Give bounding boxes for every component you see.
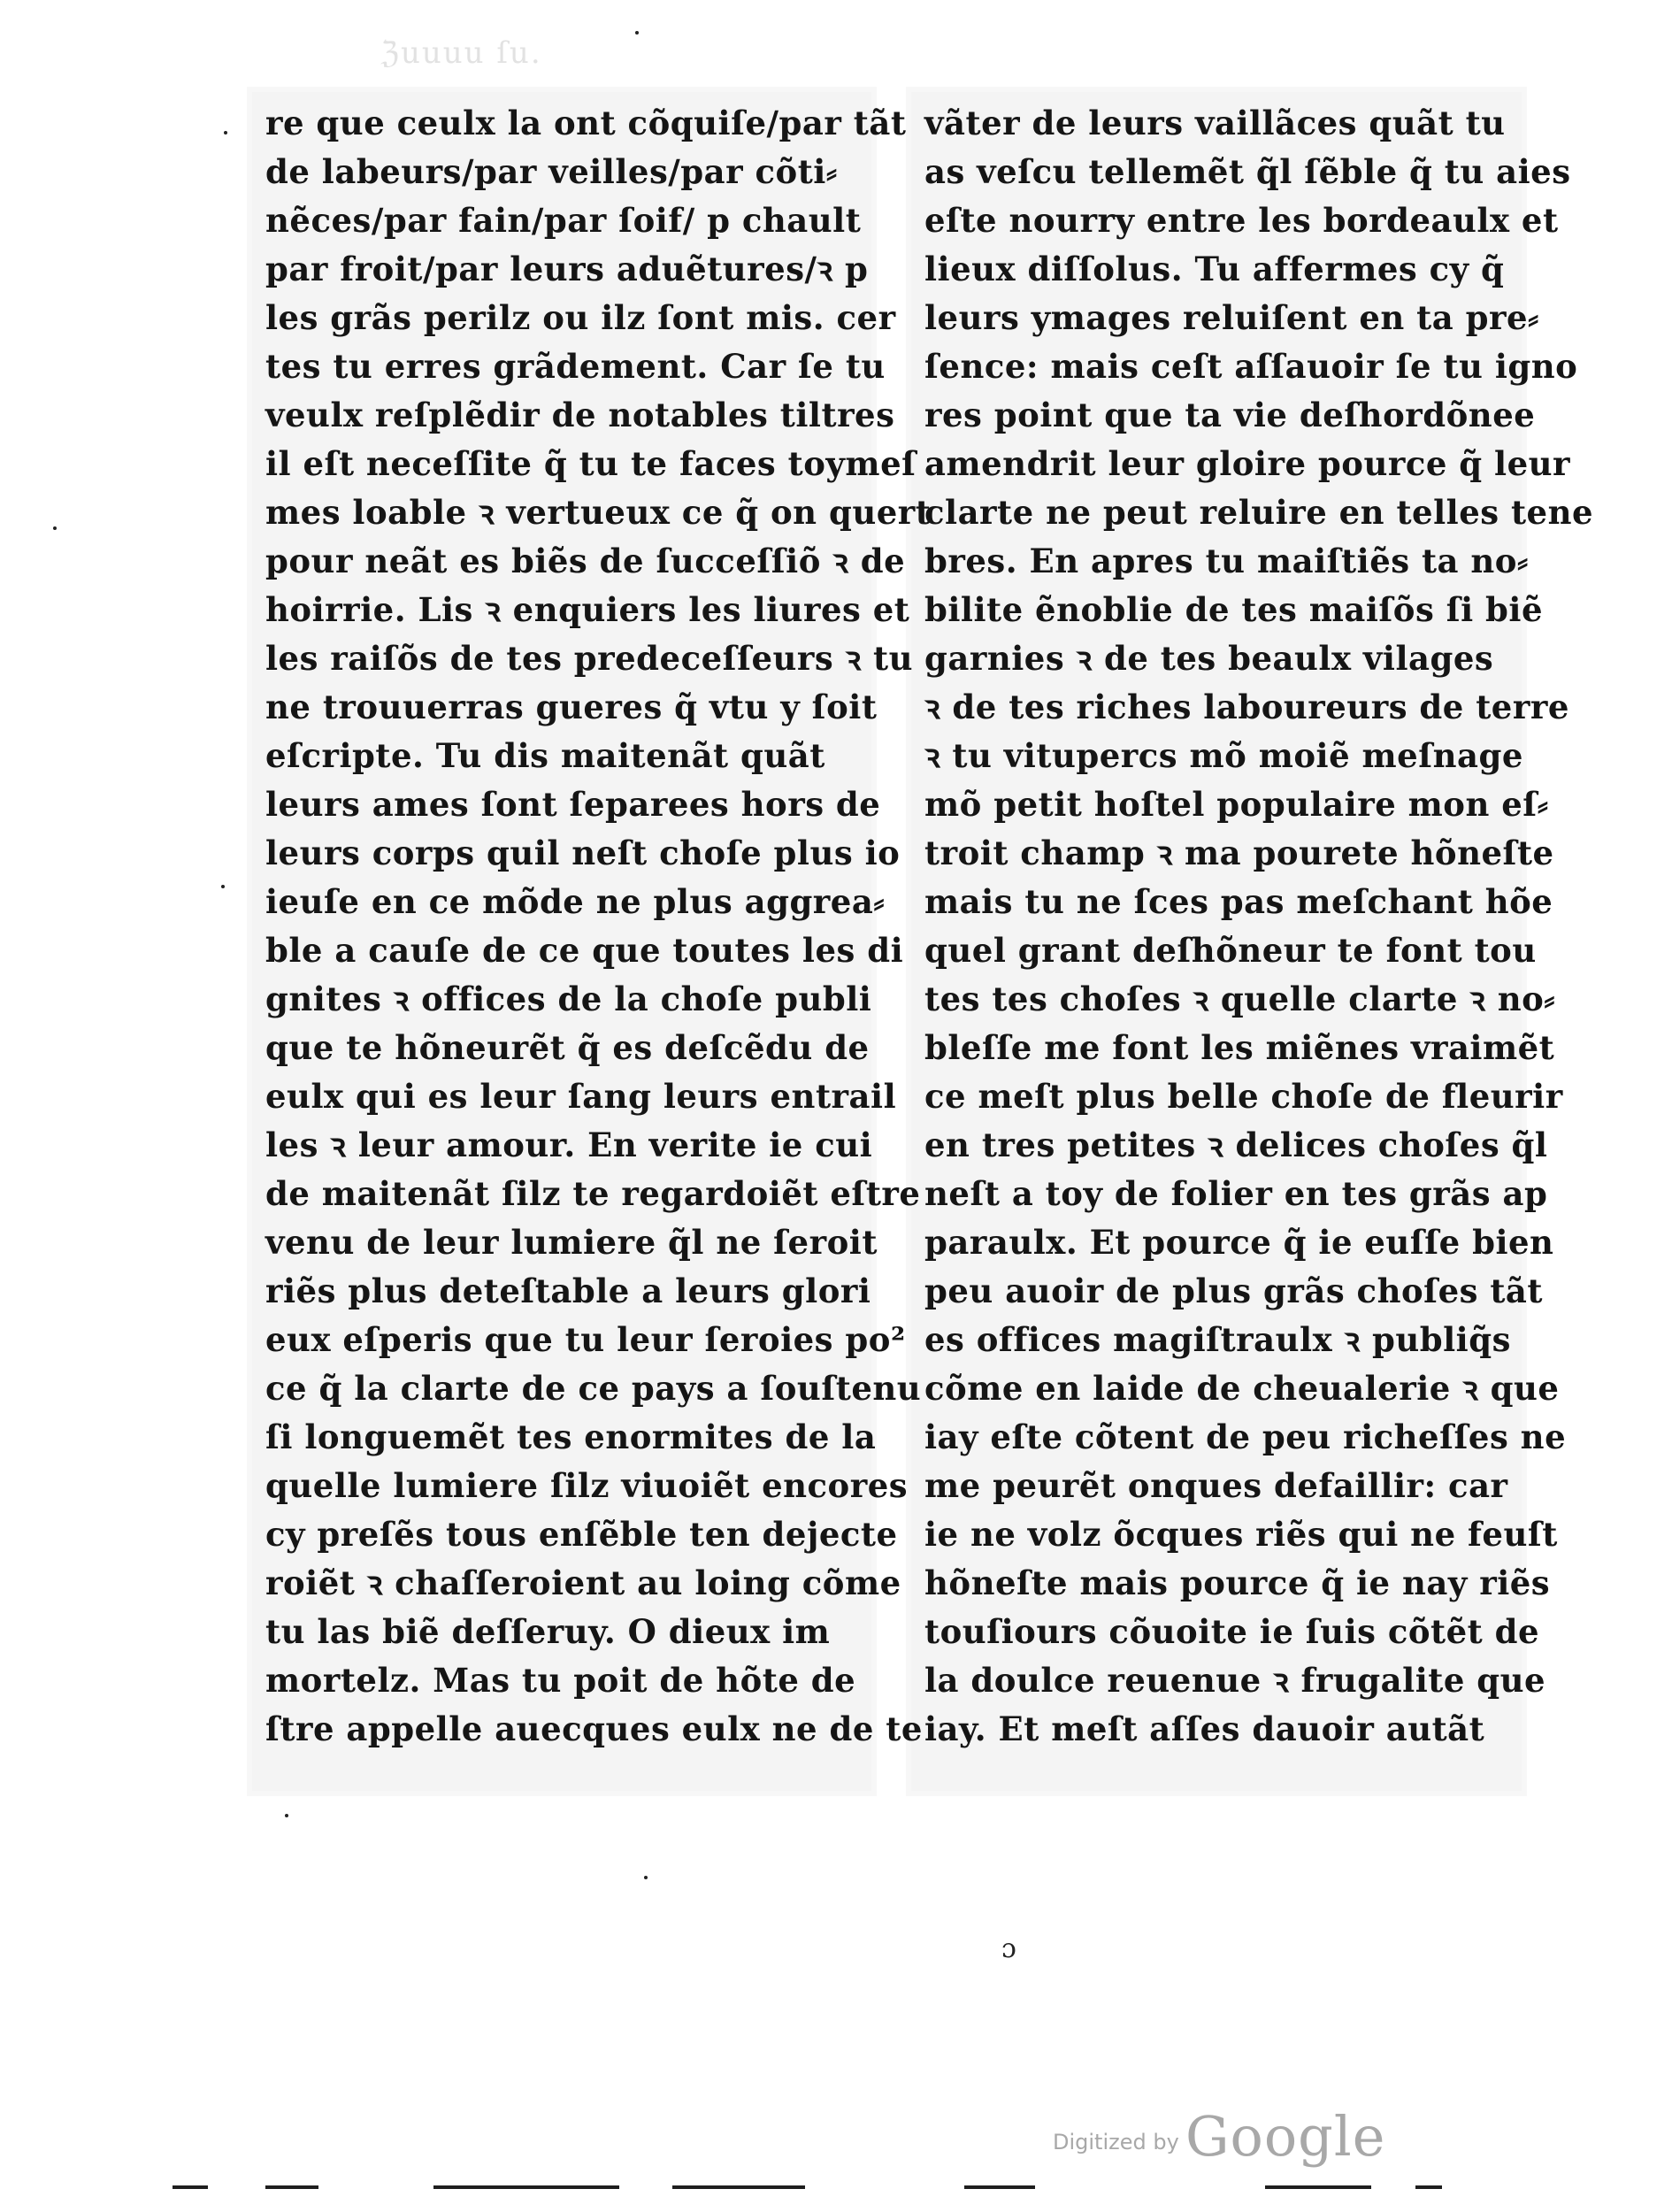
text-line: tes tu erres grãdement. Car ſe tu	[265, 347, 886, 386]
text-line: lieux diſſolus. Tu affermes cy q̃	[924, 250, 1505, 288]
text-line: ſi longuemẽt tes enormites de la	[265, 1417, 877, 1456]
text-line: ſtre appelle auecques eulx ne de te	[265, 1709, 923, 1748]
scan-speck	[635, 31, 639, 35]
text-line: quel grant deſhõneur te font tou	[924, 931, 1537, 970]
text-line: ſence: mais ceſt aſſauoir ſe tu igno	[924, 347, 1578, 386]
text-line: cy preſẽs tous enſẽble ten dejecte	[265, 1515, 898, 1554]
text-line: bilite ẽnoblie de tes maiſõs ſi biẽ	[924, 590, 1544, 629]
text-line: leurs ames ſont ſeparees hors de	[265, 785, 881, 824]
text-line: les grãs perilz ou ilz ſont mis. cer	[265, 298, 896, 337]
text-line: amendrit leur gloire pource q̃ leur	[924, 444, 1571, 483]
text-line: ꝛ de tes riches laboureurs de terre	[924, 687, 1569, 726]
text-line: roiẽt ꝛ chaſſeroient au loing cõme	[265, 1563, 901, 1602]
text-line: tes tes choſes ꝛ quelle clarte ꝛ no⸗	[924, 979, 1556, 1018]
text-line: ce meſt plus belle choſe de fleurir	[924, 1077, 1563, 1116]
text-line: de maitenãt ſilz te regardoiẽt eſtre	[265, 1174, 921, 1213]
text-line: gnites ꝛ offices de la choſe publi	[265, 979, 872, 1018]
text-line: veulx reſplẽdir de notables tiltres	[265, 396, 895, 434]
scan-speck	[224, 131, 227, 134]
text-line: bres. En apres tu maiſtiẽs ta no⸗	[924, 541, 1529, 580]
text-line: troit champ ꝛ ma pourete hõneſte	[924, 833, 1554, 872]
text-line: les ꝛ leur amour. En verite ie cui	[265, 1125, 873, 1164]
text-line: ce q̃ la clarte de ce pays a ſouſtenu	[265, 1369, 922, 1408]
scan-speck	[221, 885, 225, 888]
bleed-through-text: ℨuuuu ſu.	[380, 35, 542, 71]
scan-edge-mark	[1415, 2185, 1442, 2189]
text-line: paraulx. Et pource q̃ ie euſſe bien	[924, 1223, 1554, 1262]
text-line: eſte nourry entre les bordeaulx et	[924, 201, 1559, 240]
text-line: il eſt neceſſite q̃ tu te faces toymeſ	[265, 444, 917, 483]
text-line: nẽces/par fain/par ſoif/ p chault	[265, 201, 862, 240]
text-line: mõ petit hoſtel populaire mon eſ⸗	[924, 785, 1549, 824]
text-line: mes loable ꝛ vertueux ce q̃ on quert	[265, 493, 932, 532]
scan-speck	[285, 1814, 288, 1817]
text-line: touſiours cõuoite ie ſuis cõtẽt de	[924, 1612, 1540, 1651]
digitized-by-label: Digitized by	[1053, 2130, 1179, 2154]
text-line: la doulce reuenue ꝛ frugalite que	[924, 1661, 1546, 1700]
text-line: ie ne volz õcques riẽs qui ne feuſt	[924, 1515, 1558, 1554]
text-line: tu las biẽ deſſeruy. O dieux im	[265, 1612, 831, 1651]
scan-edge-mark	[433, 2185, 619, 2189]
text-line: eulx qui es leur ſang leurs entrail	[265, 1077, 897, 1116]
text-line: eux eſperis que tu leur ſeroies po²	[265, 1320, 906, 1359]
text-line: en tres petites ꝛ delices choſes q̃l	[924, 1125, 1548, 1164]
text-line: as veſcu tellemẽt q̃l ſẽble q̃ tu aies	[924, 152, 1571, 191]
text-line: ne trouuerras gueres q̃ vtu y ſoit	[265, 687, 878, 726]
text-line: leurs corps quil neſt choſe plus io	[265, 833, 901, 872]
text-line: peu auoir de plus grãs choſes tãt	[924, 1271, 1543, 1310]
text-line: mais tu ne ſces pas meſchant hõe	[924, 882, 1553, 921]
text-line: par froit/par leurs aduẽtures/ꝛ p	[265, 250, 869, 288]
scan-speck	[53, 526, 57, 530]
scan-edge-mark	[265, 2185, 318, 2189]
text-line: garnies ꝛ de tes beaulx vilages	[924, 639, 1494, 678]
scan-edge-mark	[173, 2185, 208, 2189]
text-line: mortelz. Mas tu poit de hõte de	[265, 1661, 856, 1700]
left-column	[265, 99, 931, 1754]
text-line: leurs ymages reluiſent en ta pre⸗	[924, 298, 1539, 337]
scan-edge-mark	[964, 2185, 1035, 2189]
scan-edge-mark	[672, 2185, 805, 2189]
text-line: ble a cauſe de ce que toutes les di	[265, 931, 904, 970]
text-line: ꝛ tu vitupercs mõ moiẽ meſnage	[924, 736, 1523, 775]
text-line: ieuſe en ce mõde ne plus aggrea⸗	[265, 882, 886, 921]
stray-mark: ɔ	[1001, 1933, 1016, 1964]
text-line: hõneſte mais pource q̃ ie nay riẽs	[924, 1563, 1551, 1602]
text-line: riẽs plus deteſtable a leurs glori	[265, 1271, 871, 1310]
text-line: cõme en laide de cheualerie ꝛ que	[924, 1369, 1560, 1408]
text-line: me peurẽt onques defaillir: car	[924, 1466, 1508, 1505]
text-line: res point que ta vie deſhordõnee	[924, 396, 1536, 434]
right-column	[924, 99, 1593, 1754]
scan-speck	[644, 1876, 648, 1879]
text-line: re que ceulx la ont cõquiſe/par tãt	[265, 104, 907, 142]
text-line: de labeurs/par veilles/par cõti⸗	[265, 152, 838, 191]
text-line: clarte ne peut reluire en telles tene	[924, 493, 1594, 532]
text-line: iay eſte cõtent de peu richeſſes ne	[924, 1417, 1567, 1456]
text-line: pour neãt es biẽs de ſucceſſiõ ꝛ de	[265, 541, 906, 580]
text-line: neſt a toy de folier en tes grãs ap	[924, 1174, 1548, 1213]
text-line: hoirrie. Lis ꝛ enquiers les liures et	[265, 590, 910, 629]
text-line: les raiſõs de tes predeceſſeurs ꝛ tu	[265, 639, 914, 678]
text-line: es offices magiſtraulx ꝛ publiq̃s	[924, 1320, 1511, 1359]
text-line: vãter de leurs vaillãces quãt tu	[924, 104, 1506, 142]
text-line: iay. Et meſt aſſes dauoir autãt	[924, 1709, 1485, 1748]
text-line: quelle lumiere ſilz viuoiẽt encores	[265, 1466, 909, 1505]
text-line: que te hõneurẽt q̃ es deſcẽdu de	[265, 1028, 870, 1067]
scan-edge-mark	[1265, 2185, 1371, 2189]
text-line: eſcripte. Tu dis maitenãt quãt	[265, 736, 825, 775]
google-logo: Google	[1185, 2104, 1386, 2169]
text-line: venu de leur lumiere q̃l ne ſeroit	[265, 1223, 878, 1262]
text-line: bleſſe me font les miẽnes vraimẽt	[924, 1028, 1555, 1067]
